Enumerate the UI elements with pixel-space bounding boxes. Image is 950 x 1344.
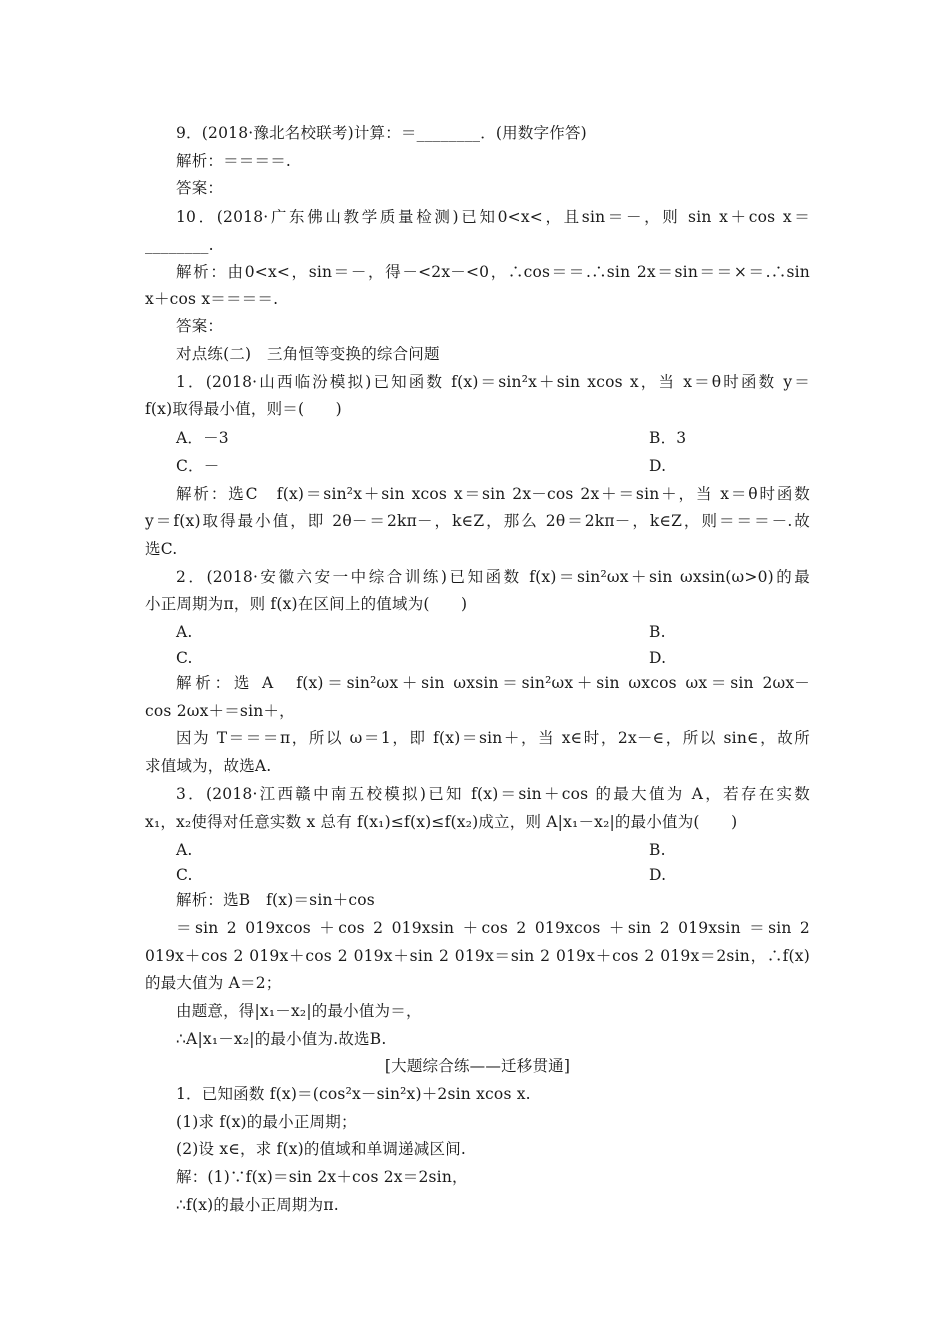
p2-options-ab [176,622,810,642]
p3-analysis-2: 019x＋cos 2 019x＋cos 2 019x＋sin 2 019x＝sin 2 019x＋cos 2 019x＝2sin，∴f(x) [145,947,810,965]
p3-analysis-end: ∴A|x₁－x₂|的最小值为.故选B. [176,1030,387,1048]
p1-analysis: 解析：选C f(x)＝sin²x＋sin xcos x＝sin 2x－cos 2x＋＝sin＋，当 x＝θ时函数 [176,485,810,503]
big1-part1: (1)求 f(x)的最小正周期； [176,1113,357,1131]
p3-analysis-3: 的最大值为 A＝2； [145,974,282,992]
p2-analysis-cont: cos 2ωx＋＝sin＋， [145,702,295,720]
p3-analysis: 解析：选B f(x)＝sin＋cos [176,891,375,909]
option-d: D. [649,649,667,667]
p3-question: 3．(2018·江西赣中南五校模拟)已知 f(x)＝sin＋cos 的最大值为 A，若存在实数 [176,785,810,803]
p2-analysis: 解析：选 A f(x)＝sin²ωx＋sin ωxsin＝sin²ωx＋sin ωxcos ωx＝sin 2ωx－ [176,674,810,692]
p3-options-cd [176,865,810,885]
p1-analysis-cont: y＝f(x)取得最小值，即 2θ－＝2kπ－，k∈Z，那么 2θ＝2kπ－，k∈Z，则＝＝＝－.故 [145,512,810,530]
option-a: A. [176,841,193,859]
q10-analysis: 解析：由0<x<，sin＝－，得－<2x－<0，∴cos＝＝.∴sin 2x＝sin＝＝×＝.∴sin [176,263,810,281]
p1-question: 1．(2018·山西临汾模拟)已知函数 f(x)＝sin²x＋sin xcos x，当 x＝θ时函数 y＝ [176,373,810,391]
option-b: B．3 [649,429,687,447]
p2-options-cd [176,648,810,668]
q10-question: 10．(2018·广东佛山教学质量检测)已知0<x<，且sin＝－，则 sin x＋cos x＝ [176,208,810,226]
q9-answer: 答案： [176,179,224,197]
option-d: D. [649,866,667,884]
p3-question-cont: x₁，x₂使得对任意实数 x 总有 f(x₁)≤f(x)≤f(x₂)成立，则 A|x₁－x₂|的最小值为( ) [145,813,738,831]
option-d: D. [649,457,667,475]
q9-analysis: 解析：＝＝＝＝. [176,152,292,170]
q10-answer: 答案： [176,317,224,335]
q10-analysis-cont: x＋cos x＝＝＝＝. [145,290,279,308]
section-heading-comprehensive: [大题综合练——迁移贯通] [384,1057,571,1075]
section-heading-2: 对点练(二) 三角恒等变换的综合问题 [176,345,440,363]
p3-analysis-4: 由题意，得|x₁－x₂|的最小值为＝， [176,1002,422,1020]
q9-question: 9．(2018·豫北名校联考)计算：＝________．(用数字作答) [176,124,587,142]
q10-question-cont: ________. [145,236,214,254]
p1-analysis-end: 选C. [145,540,178,558]
p1-options-ab [176,428,810,448]
p1-options-cd [176,456,810,476]
big1-solution-cont: ∴f(x)的最小正周期为π. [176,1196,339,1214]
p2-question: 2．(2018·安徽六安一中综合训练)已知函数 f(x)＝sin²ωx＋sin ωxsin(ω>0)的最 [176,568,810,586]
big1-question: 1．已知函数 f(x)＝(cos²x－sin²x)＋2sin xcos x. [176,1085,531,1103]
option-a: A．－3 [176,429,229,447]
option-a: A. [176,623,193,641]
p1-question-cont: f(x)取得最小值，则＝( ) [145,400,342,418]
p2-question-cont: 小正周期为π，则 f(x)在区间上的值域为( ) [145,595,468,613]
big1-part2: (2)设 x∈，求 f(x)的值域和单调递减区间. [176,1140,467,1158]
option-b: B. [649,841,666,859]
p3-analysis-cont: ＝sin 2 019xcos ＋cos 2 019xsin ＋cos 2 019xcos ＋sin 2 019xsin ＝sin 2 [176,919,810,937]
p2-analysis-2: 因为 T＝＝＝π，所以 ω＝1，即 f(x)＝sin＋，当 x∈时，2x－∈，所以 sin∈，故所 [176,729,810,747]
option-c: C．－ [176,457,220,475]
option-c: C. [176,866,193,884]
option-b: B. [649,623,666,641]
option-c: C. [176,649,193,667]
p3-options-ab [176,840,810,860]
big1-solution: 解：(1)∵f(x)＝sin 2x＋cos 2x＝2sin， [176,1168,468,1186]
p2-analysis-end: 求值域为，故选A. [145,757,272,775]
